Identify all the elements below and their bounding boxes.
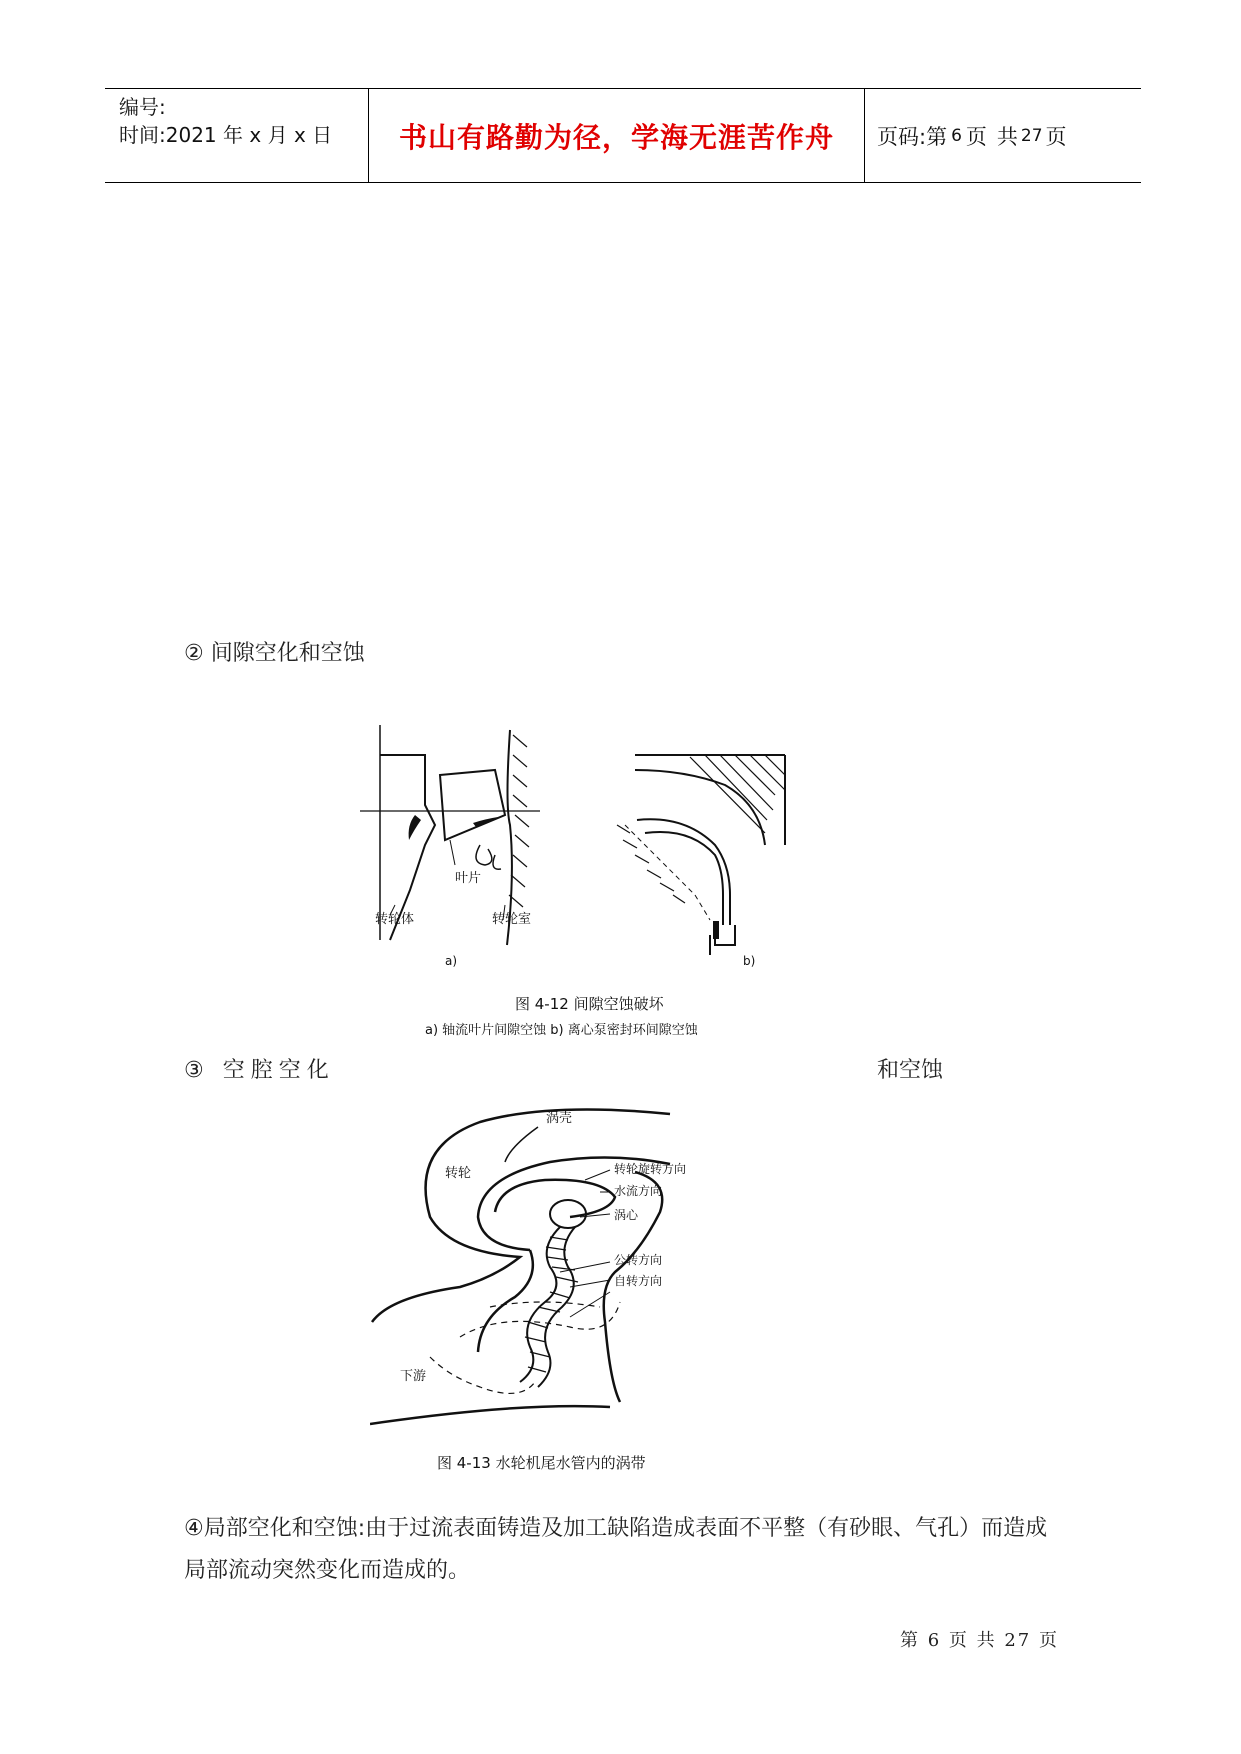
cavity-cavitation-heading: ③ 空腔空化 (184, 1058, 335, 1083)
time-year: 2021 (165, 123, 217, 147)
time-month: x (249, 123, 262, 147)
header-motto-cell (369, 89, 865, 182)
cavity-cavitation-heading-end: 和空蚀 (877, 1058, 944, 1083)
motto-text: 书山有路勤为径，学海无涯苦作舟 (398, 120, 834, 154)
time-month-unit: 月 (267, 123, 288, 147)
label-revolution-direction: 公转方向 (614, 1253, 663, 1267)
page-header (105, 88, 1141, 183)
figure-4-13-caption: 图 4-13 水轮机尾水管内的涡带 (437, 1454, 646, 1472)
label-runner-chamber: 转轮室 (492, 912, 532, 927)
label-blade: 叶片 (455, 871, 482, 886)
page-label: 页码:第 (877, 124, 948, 149)
time-day: x (293, 123, 306, 147)
label-spin-direction: 自转方向 (614, 1274, 663, 1288)
header-page-info (865, 89, 1141, 182)
label-vortex-core: 涡心 (614, 1208, 639, 1222)
figure-4-12 (355, 715, 865, 1055)
label-flow-direction: 水流方向 (614, 1184, 663, 1198)
label-runner: 转轮 (445, 1166, 472, 1181)
figure-4-13-drawing (370, 1102, 860, 1447)
local-cavitation-paragraph: ④局部空化和空蚀:由于过流表面铸造及加工缺陷造成表面不平整（有砂眼、气孔）而造成局部流动突然变化而造成的。 (184, 1516, 1048, 1583)
gap-cavitation-heading: ② 间隙空化和空蚀 (184, 641, 365, 666)
page-unit: 页 (965, 124, 987, 149)
page-footer: 第 6 页 共 27 页 (900, 1630, 1059, 1651)
figure-4-12-subcaption: a) 轴流叶片间隙空蚀 b) 离心泵密封环间隙空蚀 (425, 1023, 698, 1038)
label-rotation-direction: 转轮旋转方向 (614, 1162, 687, 1176)
page-current: 6 (951, 125, 962, 146)
label-runner-body: 转轮体 (375, 912, 415, 927)
label-sub-a: a) (445, 954, 458, 968)
header-meta (105, 89, 369, 182)
time-year-unit: 年 (223, 123, 244, 147)
page-total-label: 共 (996, 124, 1018, 149)
figure-4-13 (370, 1102, 860, 1477)
time-day-unit: 日 (312, 123, 333, 147)
serial-label: 编号: (119, 95, 166, 119)
label-sub-b: b) (743, 954, 756, 968)
label-downstream: 下游 (400, 1369, 427, 1384)
time-line (119, 121, 368, 149)
page-total-unit: 页 (1045, 124, 1067, 149)
time-label: 时间: (119, 123, 166, 147)
label-volute: 涡壳 (546, 1111, 573, 1126)
figure-4-12-caption: 图 4-12 间隙空蚀破坏 (515, 995, 664, 1013)
page-total: 27 (1020, 125, 1043, 146)
